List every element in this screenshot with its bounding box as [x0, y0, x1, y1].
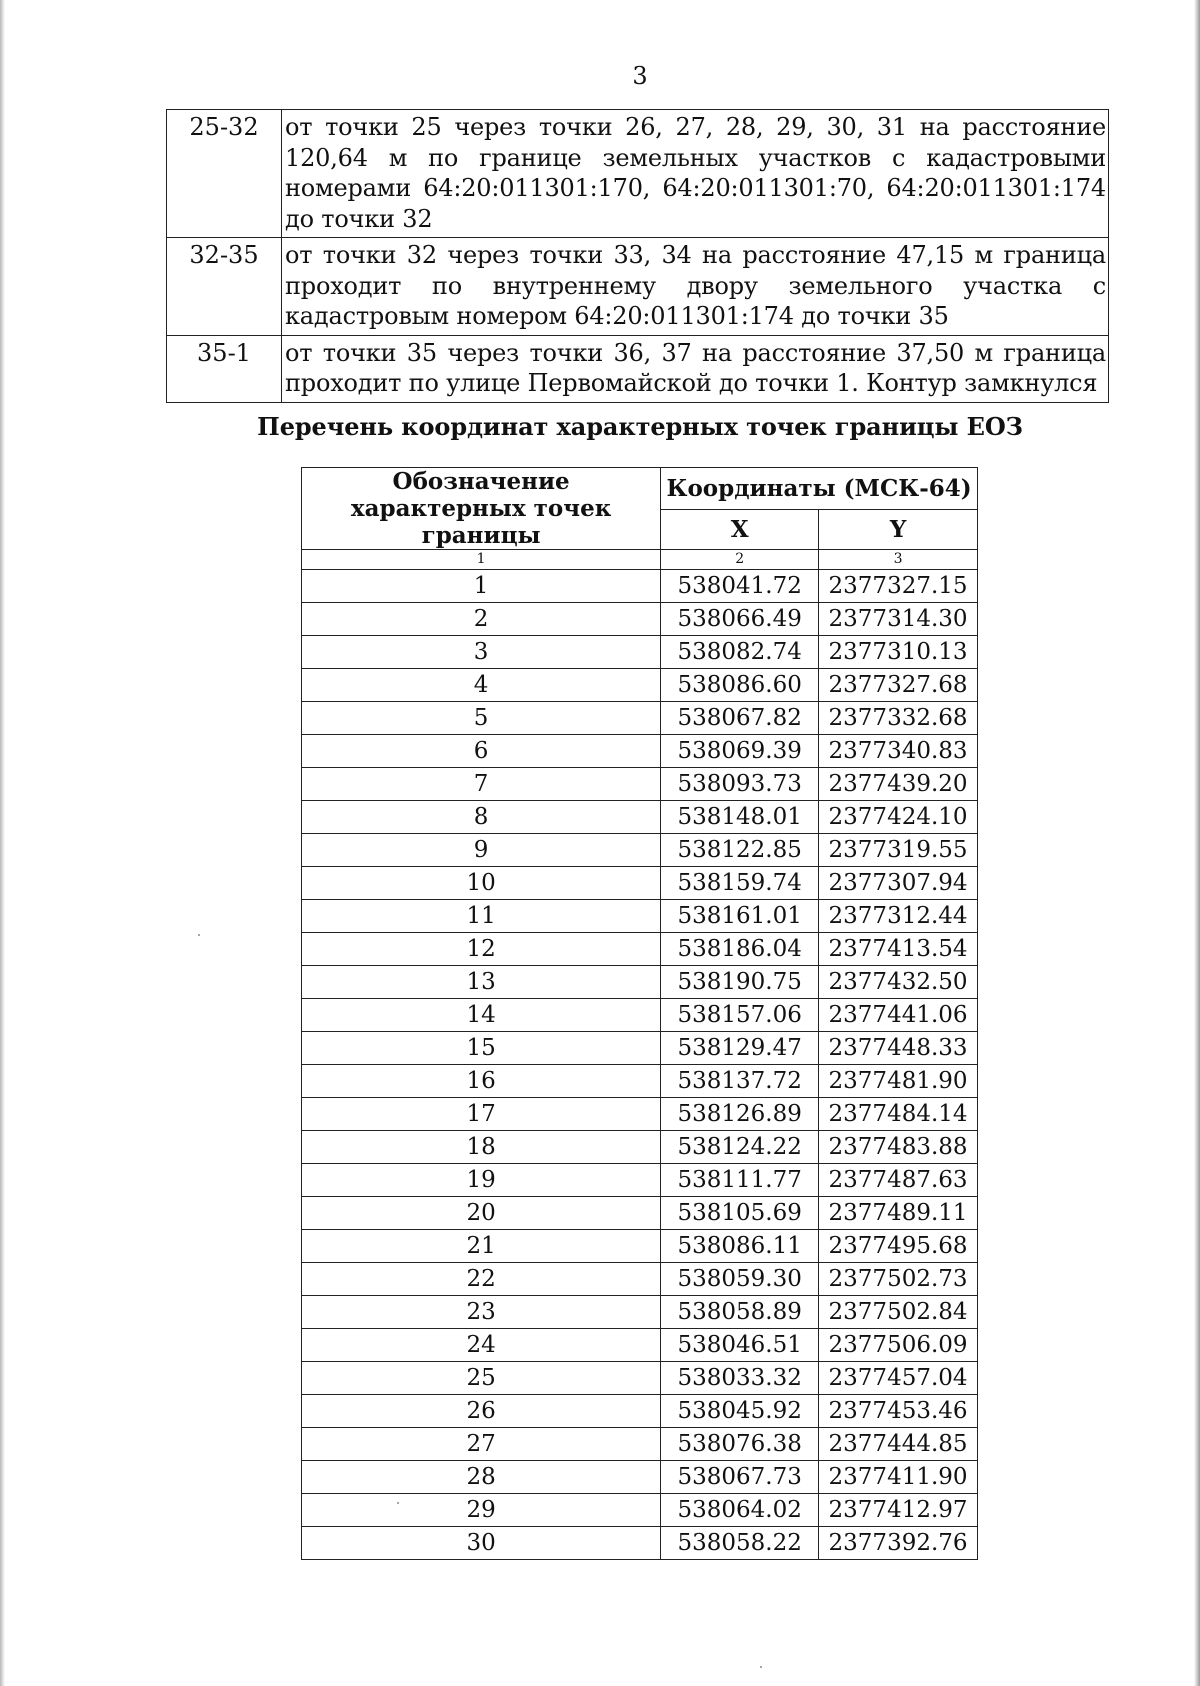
y-coordinate-cell: 2377413.54	[819, 933, 978, 966]
table-row	[302, 1461, 978, 1494]
table-row	[302, 702, 978, 735]
point-id-cell: 9	[302, 834, 661, 867]
point-id-cell: 7	[302, 768, 661, 801]
y-coordinate-cell: 2377340.83	[819, 735, 978, 768]
y-header: Y	[819, 509, 978, 549]
y-coordinate-cell: 2377327.15	[819, 570, 978, 603]
y-coordinate-cell: 2377453.46	[819, 1395, 978, 1428]
x-coordinate-cell: 538190.75	[661, 966, 819, 999]
x-coordinate-cell: 538076.38	[661, 1428, 819, 1461]
y-coordinate-cell: 2377307.94	[819, 867, 978, 900]
table-row	[302, 1428, 978, 1461]
point-id-cell: 14	[302, 999, 661, 1032]
table-row	[302, 999, 978, 1032]
segment-id: 35-1	[167, 335, 282, 402]
x-coordinate-cell: 538033.32	[661, 1362, 819, 1395]
table-row	[302, 1164, 978, 1197]
y-coordinate-cell: 2377484.14	[819, 1098, 978, 1131]
y-coordinate-cell: 2377314.30	[819, 603, 978, 636]
point-id-cell: 24	[302, 1329, 661, 1362]
x-coordinate-cell: 538137.72	[661, 1065, 819, 1098]
y-coordinate-cell: 2377506.09	[819, 1329, 978, 1362]
column-number: 3	[819, 550, 978, 570]
table-row	[302, 1395, 978, 1428]
x-header: X	[661, 509, 819, 549]
coordinates-header: Координаты (МСК-64)	[661, 468, 978, 510]
point-id-cell: 6	[302, 735, 661, 768]
point-id-cell: 1	[302, 570, 661, 603]
x-coordinate-cell: 538129.47	[661, 1032, 819, 1065]
point-id-cell: 29	[302, 1494, 661, 1527]
y-coordinate-cell: 2377411.90	[819, 1461, 978, 1494]
table-row	[302, 1527, 978, 1560]
point-id-cell: 4	[302, 669, 661, 702]
segment-description: от точки 35 через точки 36, 37 на расстояние 37,50 м граница проходит по улице Первомайской до точки 1. Контур замкнулся	[282, 335, 1109, 402]
point-id-cell: 23	[302, 1296, 661, 1329]
table-row	[302, 1230, 978, 1263]
segment-description: от точки 25 через точки 26, 27, 28, 29, 30, 31 на расстояние 120,64 м по границе земельных участков с кадастровыми номерами 64:20:011301:170, 64:20:011301:70, 64:20:011301:174 до точки 32	[282, 110, 1109, 238]
x-coordinate-cell: 538045.92	[661, 1395, 819, 1428]
point-id-cell: 5	[302, 702, 661, 735]
point-id-cell: 22	[302, 1263, 661, 1296]
x-coordinate-cell: 538148.01	[661, 801, 819, 834]
table-row	[302, 570, 978, 603]
point-id-cell: 28	[302, 1461, 661, 1494]
table-row	[302, 1065, 978, 1098]
x-coordinate-cell: 538111.77	[661, 1164, 819, 1197]
y-coordinate-cell: 2377441.06	[819, 999, 978, 1032]
point-id-cell: 27	[302, 1428, 661, 1461]
table-row	[302, 1098, 978, 1131]
y-coordinate-cell: 2377502.84	[819, 1296, 978, 1329]
x-coordinate-cell: 538161.01	[661, 900, 819, 933]
table-row	[302, 1197, 978, 1230]
table-row	[302, 867, 978, 900]
point-id-cell: 10	[302, 867, 661, 900]
point-id-cell: 18	[302, 1131, 661, 1164]
y-coordinate-cell: 2377448.33	[819, 1032, 978, 1065]
x-coordinate-cell: 538041.72	[661, 570, 819, 603]
point-id-cell: 17	[302, 1098, 661, 1131]
column-number: 2	[661, 550, 819, 570]
table-row	[302, 1263, 978, 1296]
coordinates-table	[301, 467, 978, 1560]
y-coordinate-cell: 2377439.20	[819, 768, 978, 801]
table-row	[302, 801, 978, 834]
x-coordinate-cell: 538159.74	[661, 867, 819, 900]
x-coordinate-cell: 538066.49	[661, 603, 819, 636]
y-coordinate-cell: 2377502.73	[819, 1263, 978, 1296]
segments-table	[166, 109, 1109, 403]
point-id-cell: 16	[302, 1065, 661, 1098]
coordinate-rows	[302, 570, 978, 1560]
column-numbers-row	[302, 550, 978, 570]
point-id-cell: 20	[302, 1197, 661, 1230]
scan-edge-right	[1194, 0, 1200, 1686]
table-row	[302, 603, 978, 636]
table-row	[302, 636, 978, 669]
point-id-cell: 30	[302, 1527, 661, 1560]
x-coordinate-cell: 538082.74	[661, 636, 819, 669]
y-coordinate-cell: 2377392.76	[819, 1527, 978, 1560]
x-coordinate-cell: 538105.69	[661, 1197, 819, 1230]
section-heading: Перечень координат характерных точек границы ЕОЗ	[257, 412, 1023, 441]
y-coordinate-cell: 2377327.68	[819, 669, 978, 702]
x-coordinate-cell: 538086.60	[661, 669, 819, 702]
table-row	[302, 1362, 978, 1395]
x-coordinate-cell: 538059.30	[661, 1263, 819, 1296]
y-coordinate-cell: 2377310.13	[819, 636, 978, 669]
scan-speck	[198, 934, 200, 936]
x-coordinate-cell: 538067.73	[661, 1461, 819, 1494]
point-id-cell: 19	[302, 1164, 661, 1197]
y-coordinate-cell: 2377489.11	[819, 1197, 978, 1230]
y-coordinate-cell: 2377432.50	[819, 966, 978, 999]
point-id-cell: 2	[302, 603, 661, 636]
table-row	[302, 966, 978, 999]
table-row	[302, 1032, 978, 1065]
segment-row	[167, 110, 1109, 238]
point-designation-header: Обозначение характерных точек границы	[302, 468, 661, 550]
segment-row	[167, 238, 1109, 336]
table-row	[302, 834, 978, 867]
point-id-cell: 21	[302, 1230, 661, 1263]
scan-speck	[397, 1502, 399, 1504]
table-row	[302, 933, 978, 966]
x-coordinate-cell: 538122.85	[661, 834, 819, 867]
y-coordinate-cell: 2377481.90	[819, 1065, 978, 1098]
column-number: 1	[302, 550, 661, 570]
x-coordinate-cell: 538126.89	[661, 1098, 819, 1131]
y-coordinate-cell: 2377424.10	[819, 801, 978, 834]
y-coordinate-cell: 2377487.63	[819, 1164, 978, 1197]
x-coordinate-cell: 538058.22	[661, 1527, 819, 1560]
x-coordinate-cell: 538058.89	[661, 1296, 819, 1329]
point-id-cell: 13	[302, 966, 661, 999]
segment-description: от точки 32 через точки 33, 34 на расстояние 47,15 м граница проходит по внутреннему двору земельного участка с кадастровым номером 64:20:011301:174 до точки 35	[282, 238, 1109, 336]
segment-id: 32-35	[167, 238, 282, 336]
y-coordinate-cell: 2377483.88	[819, 1131, 978, 1164]
point-id-cell: 26	[302, 1395, 661, 1428]
y-coordinate-cell: 2377332.68	[819, 702, 978, 735]
x-coordinate-cell: 538186.04	[661, 933, 819, 966]
scan-edge-left	[0, 0, 5, 1686]
table-row	[302, 900, 978, 933]
y-coordinate-cell: 2377457.04	[819, 1362, 978, 1395]
table-row	[302, 1296, 978, 1329]
point-id-cell: 15	[302, 1032, 661, 1065]
x-coordinate-cell: 538064.02	[661, 1494, 819, 1527]
page-number: 3	[632, 62, 648, 90]
table-row	[302, 1329, 978, 1362]
y-coordinate-cell: 2377495.68	[819, 1230, 978, 1263]
x-coordinate-cell: 538069.39	[661, 735, 819, 768]
x-coordinate-cell: 538157.06	[661, 999, 819, 1032]
y-coordinate-cell: 2377319.55	[819, 834, 978, 867]
point-id-cell: 8	[302, 801, 661, 834]
x-coordinate-cell: 538067.82	[661, 702, 819, 735]
table-row	[302, 1494, 978, 1527]
segment-row	[167, 335, 1109, 402]
point-id-cell: 11	[302, 900, 661, 933]
y-coordinate-cell: 2377412.97	[819, 1494, 978, 1527]
table-row	[302, 768, 978, 801]
x-coordinate-cell: 538124.22	[661, 1131, 819, 1164]
y-coordinate-cell: 2377312.44	[819, 900, 978, 933]
point-id-cell: 12	[302, 933, 661, 966]
segment-id: 25-32	[167, 110, 282, 238]
x-coordinate-cell: 538093.73	[661, 768, 819, 801]
table-row	[302, 669, 978, 702]
y-coordinate-cell: 2377444.85	[819, 1428, 978, 1461]
point-id-cell: 25	[302, 1362, 661, 1395]
table-row	[302, 1131, 978, 1164]
x-coordinate-cell: 538046.51	[661, 1329, 819, 1362]
scan-speck	[760, 1666, 762, 1668]
point-id-cell: 3	[302, 636, 661, 669]
x-coordinate-cell: 538086.11	[661, 1230, 819, 1263]
table-row	[302, 735, 978, 768]
